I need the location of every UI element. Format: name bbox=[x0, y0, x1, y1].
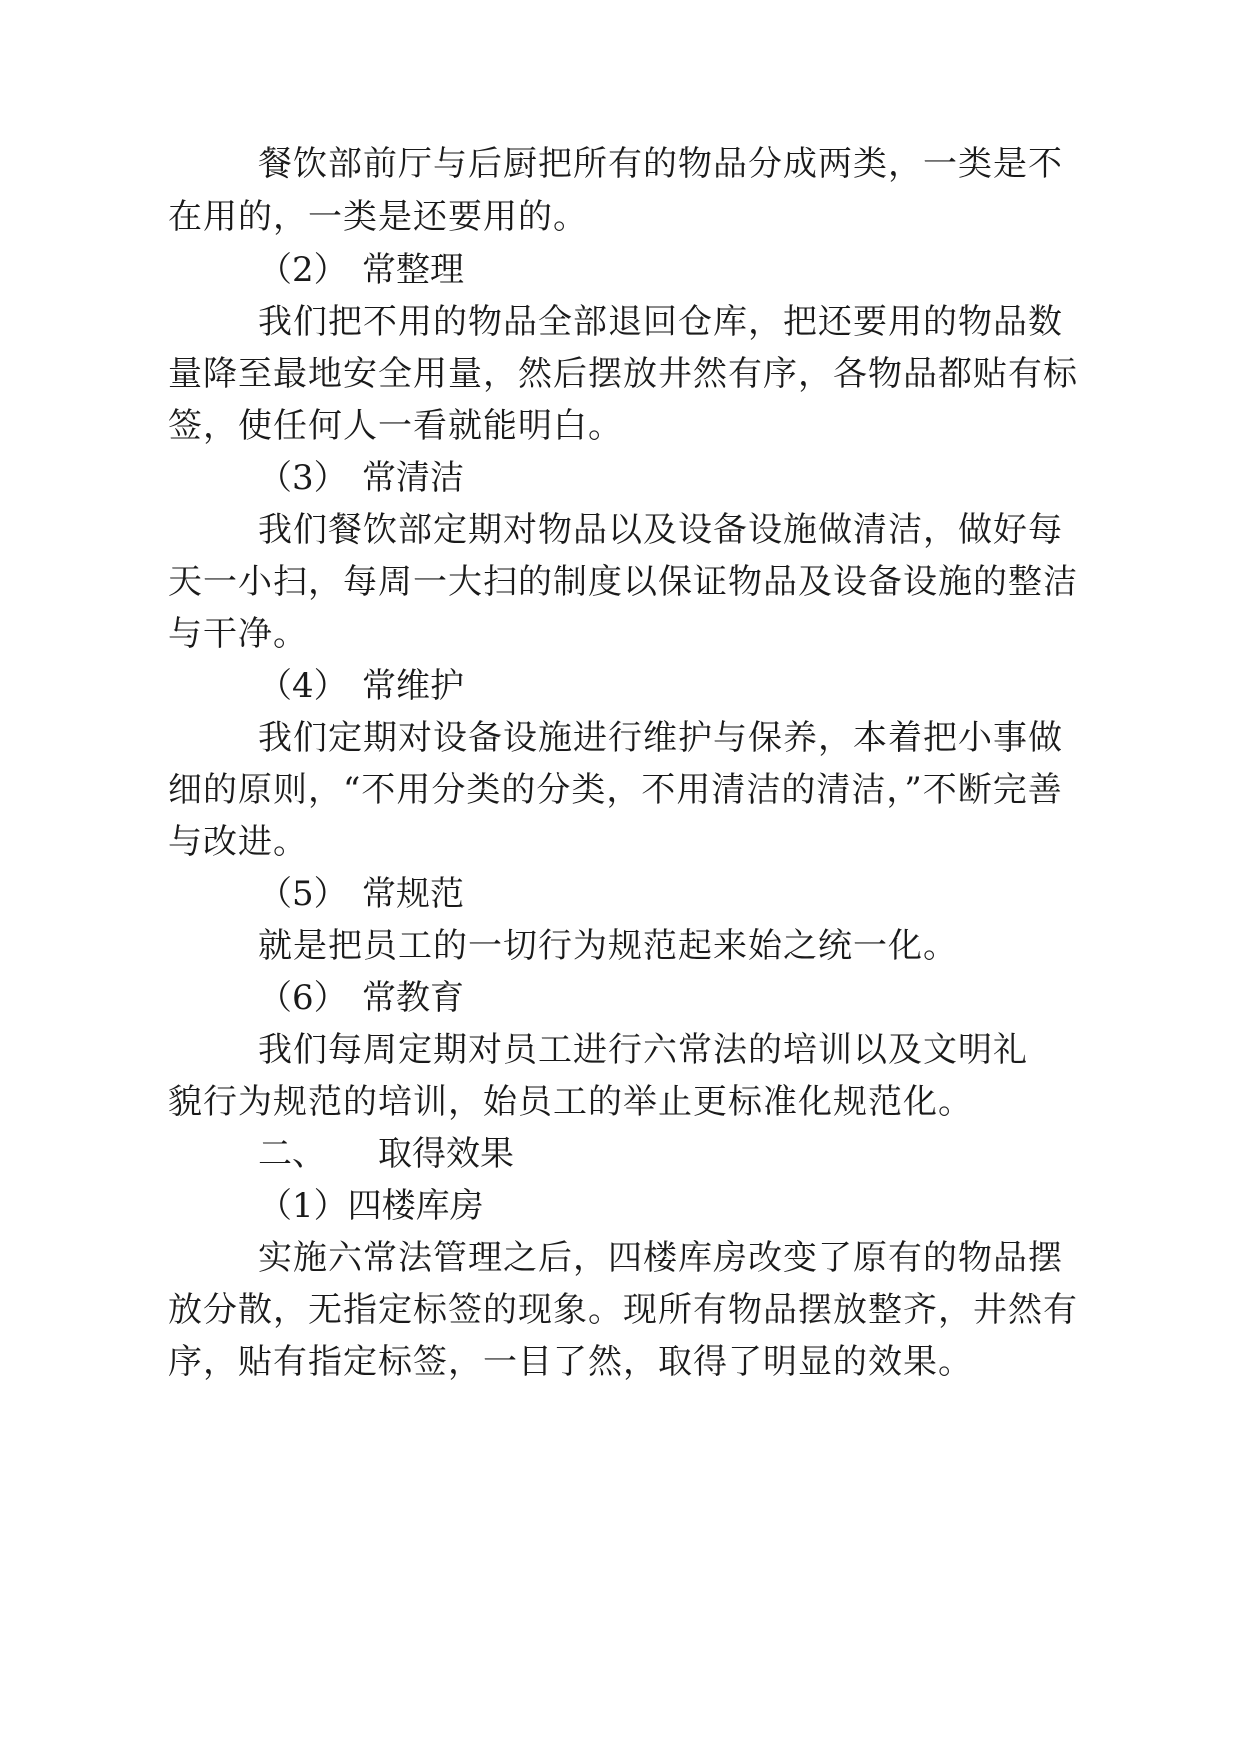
heading-number: （5） bbox=[258, 874, 348, 914]
heading-number: （6） bbox=[258, 978, 348, 1018]
paragraph-line: 与干净。 bbox=[168, 614, 308, 654]
heading-number: （3） bbox=[258, 458, 348, 498]
subheading: （1）四楼库房 bbox=[258, 1186, 484, 1226]
paragraph-line: 量降至最地安全用量，然后摆放井然有序，各物品都贴有标 bbox=[168, 354, 1078, 394]
paragraph-line: 序，贴有指定标签，一目了然，取得了明显的效果。 bbox=[168, 1342, 973, 1382]
paragraph-line: 我们餐饮部定期对物品以及设备设施做清洁，做好每 bbox=[258, 510, 1063, 550]
paragraph-line: 我们定期对设备设施进行维护与保养，本着把小事做 bbox=[258, 718, 1063, 758]
paragraph-line: 实施六常法管理之后，四楼库房改变了原有的物品摆 bbox=[258, 1238, 1063, 1278]
paragraph-line: 细的原则，“不用分类的分类，不用清洁的清洁，”不断完善 bbox=[168, 770, 1063, 810]
heading-title: 常教育 bbox=[362, 978, 464, 1018]
heading-title: 常维护 bbox=[362, 666, 464, 706]
paragraph-line: 我们把不用的物品全部退回仓库，把还要用的物品数 bbox=[258, 302, 1063, 342]
heading-number: （2） bbox=[258, 250, 348, 290]
paragraph-line: 签，使任何人一看就能明白。 bbox=[168, 406, 623, 446]
heading-title: 常规范 bbox=[362, 874, 464, 914]
paragraph-line: 在用的，一类是还要用的。 bbox=[168, 197, 588, 237]
paragraph-line: 放分散，无指定标签的现象。现所有物品摆放整齐，井然有 bbox=[168, 1290, 1078, 1330]
paragraph-line: 貌行为规范的培训，始员工的举止更标准化规范化。 bbox=[168, 1082, 973, 1122]
paragraph-line: 我们每周定期对员工进行六常法的培训以及文明礼 bbox=[258, 1030, 1028, 1070]
section-title: 取得效果 bbox=[378, 1134, 514, 1174]
paragraph-line: 就是把员工的一切行为规范起来始之统一化。 bbox=[258, 926, 958, 966]
section-number: 二、 bbox=[258, 1134, 326, 1174]
paragraph-line: 餐饮部前厅与后厨把所有的物品分成两类，一类是不 bbox=[258, 144, 1063, 184]
heading-title: 常整理 bbox=[362, 250, 464, 290]
paragraph-line: 与改进。 bbox=[168, 822, 308, 862]
heading-title: 常清洁 bbox=[362, 458, 464, 498]
heading-number: （4） bbox=[258, 666, 348, 706]
paragraph-line: 天一小扫，每周一大扫的制度以保证物品及设备设施的整洁 bbox=[168, 562, 1078, 602]
